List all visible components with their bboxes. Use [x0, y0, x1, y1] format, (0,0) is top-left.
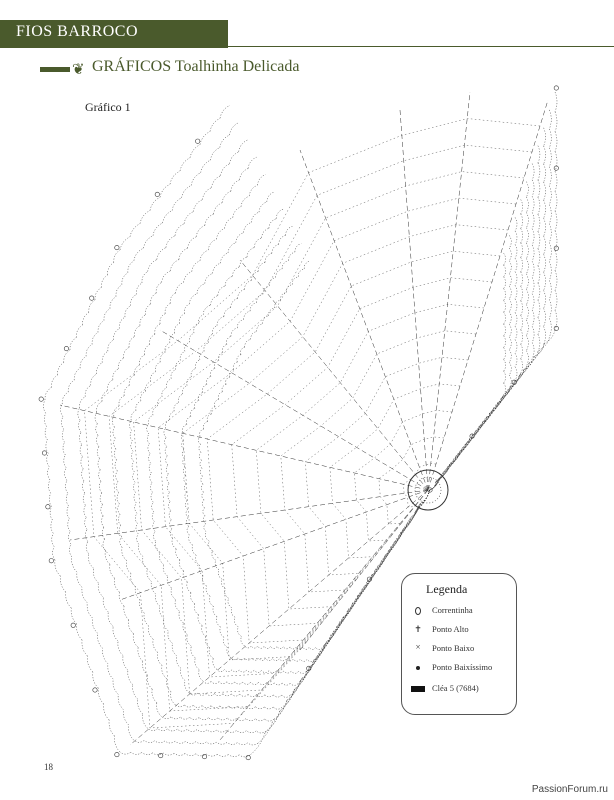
- chart-label: Gráfico 1: [85, 100, 131, 114]
- legend-item-label: Cléa 5 (7684): [432, 683, 479, 693]
- legend-item-yarn: [410, 682, 514, 698]
- section-title-main: GRÁFICOS: [92, 58, 172, 75]
- ornament-icon: ❦: [72, 62, 85, 78]
- legend-item-slip: [410, 661, 514, 677]
- legend-item-label: Correntinha: [432, 605, 473, 615]
- header-title: FIOS BARROCO: [16, 23, 139, 40]
- legend-title: Legenda: [426, 582, 468, 596]
- legend-item-label: Ponto Alto: [432, 624, 469, 634]
- legend-item-label: Ponto Baixíssimo: [432, 662, 493, 672]
- legend-item-chain: [410, 604, 514, 620]
- page-number: 18: [44, 762, 53, 772]
- treble-crochet-icon: ✝: [414, 624, 422, 634]
- section-subtitle: Toalhinha Delicada: [174, 58, 300, 75]
- slip-stitch-icon: [410, 661, 426, 672]
- yarn-swatch-icon: [410, 682, 426, 694]
- legend-item-single: [410, 642, 514, 658]
- chain-stitch-icon: [410, 604, 426, 617]
- legend-box: [401, 573, 517, 715]
- legend-item-label: Ponto Baixo: [432, 643, 475, 653]
- legend-item-treble: [410, 623, 514, 639]
- watermark: PassionForum.ru: [531, 784, 608, 795]
- single-crochet-icon: ×: [415, 642, 421, 652]
